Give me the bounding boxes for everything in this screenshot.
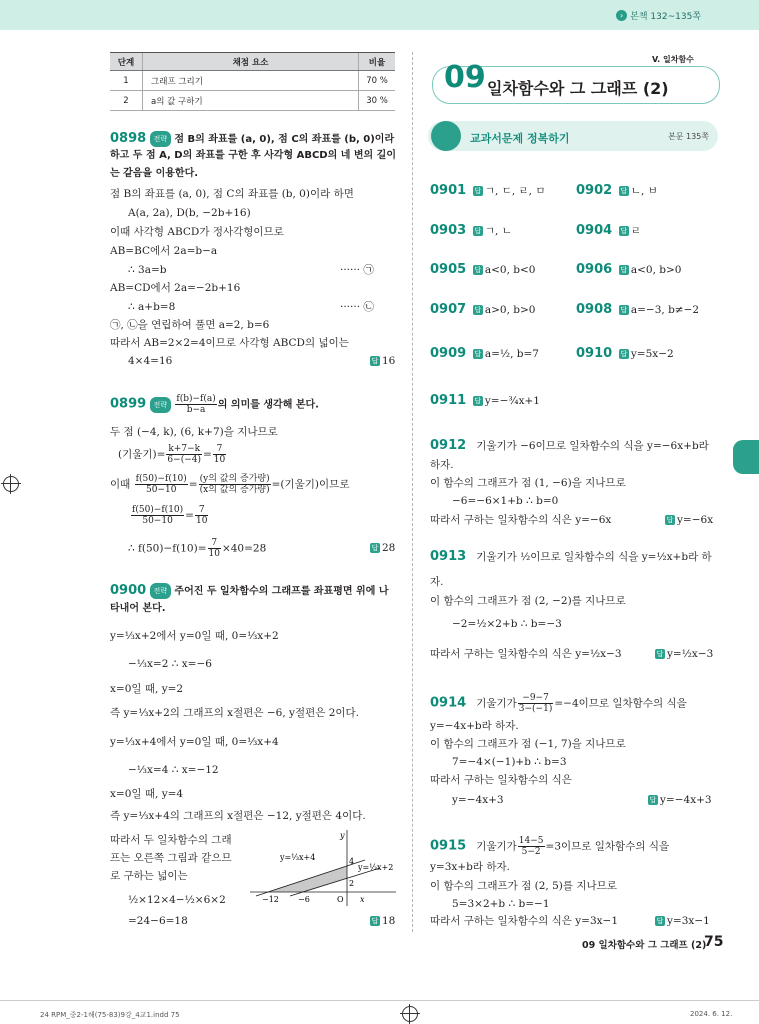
- registration-mark-icon: [402, 1006, 418, 1022]
- answer-0915: 답 y=3x−1: [656, 915, 710, 927]
- problem-0900-hint: 0900 전략 주어진 두 일차함수의 그래프를 좌표평면 위에 나: [110, 583, 389, 598]
- bottom-rule: [0, 1000, 759, 1001]
- table-header: 채점 요소: [143, 53, 359, 71]
- answer-icon: 답: [656, 650, 664, 658]
- answer-icon: 답: [474, 266, 482, 274]
- pencil-icon: [431, 121, 461, 151]
- answer-icon: 답: [474, 227, 482, 235]
- registration-mark-icon: [3, 476, 19, 492]
- quick-answer: 0909 답 a=½, b=7: [430, 346, 539, 361]
- answer-icon: 답: [474, 350, 482, 358]
- problem-0898-hint: 0898 전략 점 B의 좌표를 (a, 0), 점 C의 좌표를 (b, 0)이라: [110, 131, 395, 146]
- answer-icon: 답: [620, 266, 628, 274]
- answer-icon: 답: [474, 397, 482, 405]
- table-row: 1 그래프 그리기 70 %: [110, 71, 395, 91]
- answer-0899: 답 28: [371, 542, 396, 554]
- answer-icon: 답: [474, 306, 482, 314]
- table-header: 단계: [110, 53, 143, 71]
- book-reference: › 본책 132~135쪽: [616, 9, 701, 22]
- answer-icon: 답: [371, 544, 379, 552]
- answer-0914: 답 y=−4x+3: [649, 794, 712, 806]
- answer-0900: 답 18: [371, 915, 396, 927]
- quick-answer: 0907 답 a>0, b>0: [430, 302, 536, 317]
- table-row: 2 a의 값 구하기 30 %: [110, 91, 395, 111]
- svg-text:2: 2: [349, 879, 355, 888]
- graph-0900: [250, 828, 400, 906]
- quick-answer: 0901 답 ㄱ, ㄷ, ㄹ, ㅁ: [430, 183, 546, 198]
- chapter-side-tab: [733, 440, 759, 474]
- answer-icon: 답: [620, 350, 628, 358]
- quick-answer: 0904 답 ㄹ: [576, 223, 642, 238]
- svg-text:−6: −6: [298, 895, 310, 904]
- quick-answer: 0905 답 a<0, b<0: [430, 262, 536, 277]
- answer-icon: 답: [649, 796, 657, 804]
- quick-answer: 0911 답 y=−¾x+1: [430, 393, 540, 408]
- quick-answer: 0910 답 y=5x−2: [576, 346, 674, 361]
- svg-text:x: x: [360, 895, 365, 904]
- answer-icon: 답: [656, 917, 664, 925]
- answer-0913: 답 y=½x−3: [656, 648, 714, 660]
- answer-icon: 답: [371, 357, 379, 365]
- answer-icon: 답: [620, 227, 628, 235]
- table-header: 비율: [359, 53, 396, 71]
- answer-icon: 답: [474, 187, 482, 195]
- svg-text:y=⅓x+2: y=⅓x+2: [358, 863, 394, 872]
- chevron-right-icon: ›: [616, 10, 627, 21]
- answer-0898: 답 16: [371, 355, 396, 367]
- score-table: [110, 52, 395, 111]
- problem-0899-hint: 0899 전략 $\frac{f(b)-f(a)}{b-a}$ 의 의미를 생각해 본다.: [110, 394, 319, 415]
- svg-text:O: O: [337, 895, 344, 904]
- svg-text:4: 4: [349, 857, 355, 866]
- answer-0912: 답 y=−6x: [666, 514, 714, 526]
- svg-text:−12: −12: [262, 895, 279, 904]
- answer-icon: 답: [666, 516, 674, 524]
- quick-answer: 0903 답 ㄱ, ㄴ: [430, 223, 512, 238]
- quick-answer: 0906 답 a<0, b>0: [576, 262, 682, 277]
- column-divider: [412, 52, 413, 932]
- quick-answer: 0902 답 ㄴ, ㅂ: [576, 183, 658, 198]
- answer-icon: 답: [620, 306, 628, 314]
- quick-answer: 0908 답 a=−3, b≠−2: [576, 302, 700, 317]
- svg-text:y=⅓x+4: y=⅓x+4: [280, 853, 316, 862]
- answer-icon: 답: [371, 917, 379, 925]
- answer-icon: 답: [620, 187, 628, 195]
- svg-text:y: y: [340, 831, 345, 840]
